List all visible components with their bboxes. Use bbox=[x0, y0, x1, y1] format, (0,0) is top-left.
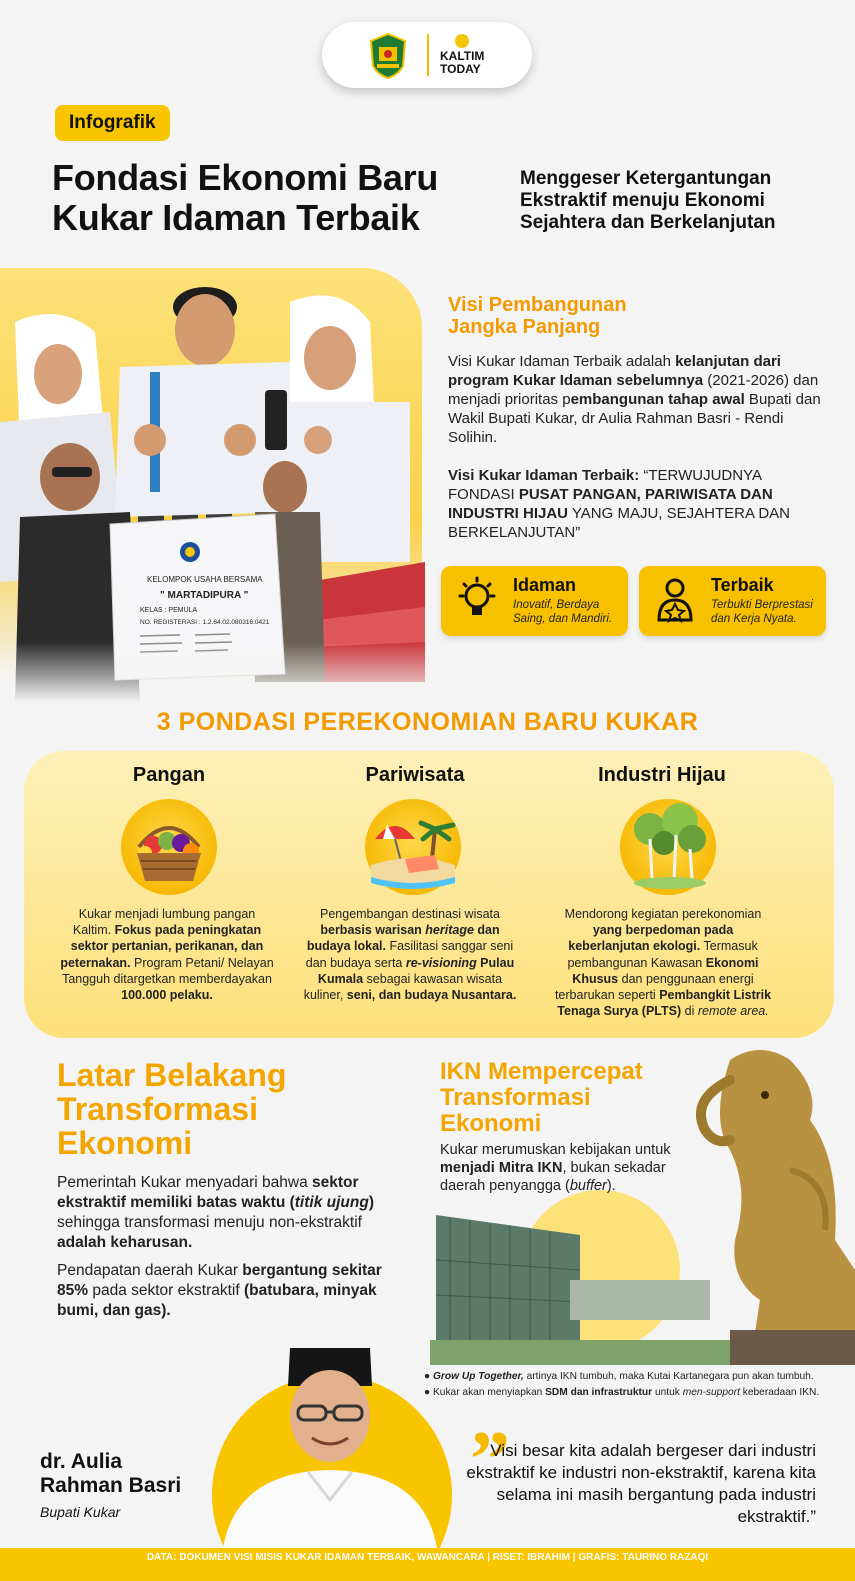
industri-heading: Industri Hijau bbox=[598, 764, 726, 786]
banner-text-2: " MARTADIPURA " bbox=[160, 590, 249, 601]
latar-title: Latar Belakang Transformasi Ekonomi bbox=[57, 1057, 287, 1161]
lightbulb-icon bbox=[455, 576, 499, 624]
pangan-heading: Pangan bbox=[132, 764, 206, 786]
latar-paragraph-2: Pendapatan daerah Kukar bergantung sekitar 85% pada sektor ekstraktif (batubara, minyak bumi, dan gas). bbox=[57, 1262, 382, 1319]
kaltim-today-dot bbox=[455, 34, 469, 48]
pangan-text: Kukar menjadi lumbung pangan Kaltim. Fokus pada peningkatan sektor pertanian, perikanan, dan peternakan. Program Petani/ Nelayan Tangguh ditargetkan memberdayakan 100.000 pelaku. bbox=[60, 907, 274, 1003]
person-role: Bupati Kukar bbox=[40, 1504, 121, 1520]
card-terbaik-desc: Terbukti Berprestasi dan Kerja Nyata. bbox=[711, 599, 813, 625]
portrait-aulia-rahman-basri bbox=[212, 1340, 452, 1555]
card-idaman-title: Idaman bbox=[513, 575, 577, 595]
person-star-icon bbox=[653, 576, 697, 624]
footer-credits: DATA: DOKUMEN VISI MISIS KUKAR IDAMAN TERBAIK, WAWANCARA | RISET: IBRAHIM | GRAFIS: TAURINO RAZAQI bbox=[0, 1548, 855, 1581]
logo-divider bbox=[427, 34, 429, 76]
kaltim-today-logo: KALTIM TODAY bbox=[440, 49, 485, 76]
pangan-circle bbox=[121, 799, 217, 895]
pariwisata-text: Pengembangan destinasi wisata berbasis warisan heritage dan budaya lokal. Fasilitasi sanggar seni dan budaya serta re-visioning Pulau Kumala sebagai kawasan wisata kuliner, seni, dan budaya Nusantara. bbox=[303, 907, 517, 1003]
ikn-paragraph: Kukar merumuskan kebijakan untuk menjadi Mitra IKN, bukan sekadar daerah penyangga (buffer). bbox=[440, 1142, 671, 1194]
quote-mark-icon: ” bbox=[470, 1416, 510, 1504]
visi-paragraph-1: Visi Kukar Idaman Terbaik adalah kelanjutan dari program Kukar Idaman sebelumnya (2021-2026) dan menjadi prioritas pembangunan tahap awal Bupati dan Wakil Bupati Kukar, dr Aulia Rahman Basri - Rendi Solihin. bbox=[448, 353, 821, 446]
banner-text-4: NO. REGISTERASI : 1.2.64.02.080316.0421 bbox=[140, 619, 270, 626]
card-idaman bbox=[441, 566, 628, 636]
visi-paragraph-2: Visi Kukar Idaman Terbaik: “TERWUJUDNYA FONDASI PUSAT PANGAN, PARIWISATA DAN INDUSTRI HIJAU YANG MAJU, SEJAHTERA DAN BERKELANJUTAN” bbox=[448, 467, 791, 541]
banner-text-3: KELAS : PEMULA bbox=[140, 607, 198, 614]
pariwisata-heading: Pariwisata bbox=[365, 764, 465, 786]
industri-text: Mendorong kegiatan perekonomian yang berpedoman pada keberlanjutan ekologi. Termasuk pembangunan Kawasan Ekonomi Khusus dan penggunaan energi terbarukan seperti Pembangkit Listrik Tenaga Surya (PLTS) di remote area. bbox=[554, 907, 772, 1019]
ikn-title: IKN Mempercepat Transformasi Ekonomi bbox=[440, 1058, 643, 1137]
latar-paragraph-1: Pemerintah Kukar menyadari bahwa sektor ekstraktif memiliki batas waktu (titik ujung) sehingga transformasi menuju non-ekstraktif adalah keharusan. bbox=[57, 1174, 374, 1251]
card-terbaik bbox=[639, 566, 826, 636]
card-idaman-desc: Inovatif, Berdaya Saing, dan Mandiri. bbox=[513, 599, 613, 625]
page-title: Fondasi Ekonomi Baru Kukar Idaman Terbaik bbox=[52, 157, 439, 238]
card-terbaik-title: Terbaik bbox=[711, 575, 774, 595]
kutai-kartanegara-crest-icon bbox=[368, 32, 408, 80]
logo-pill bbox=[322, 22, 532, 88]
group-photo bbox=[0, 262, 425, 702]
infografik-tag: Infografik bbox=[55, 105, 170, 141]
person-name: dr. Aulia Rahman Basri bbox=[40, 1450, 182, 1497]
beach-icon bbox=[365, 799, 461, 895]
pondasi-title: 3 PONDASI PEREKONOMIAN BARU KUKAR bbox=[156, 708, 699, 736]
industri-circle bbox=[620, 799, 716, 895]
visi-title: Visi Pembangunan Jangka Panjang bbox=[448, 294, 627, 338]
pariwisata-circle bbox=[365, 799, 461, 895]
banner-text-1: KELOMPOK USAHA BERSAMA bbox=[147, 575, 263, 584]
quote-text: Visi besar kita adalah bergeser dari industri ekstraktif ke industri non-ekstraktif, karena kita selama ini masih bergantung pada industri ekstraktif.” bbox=[466, 1441, 816, 1526]
trees-icon bbox=[620, 799, 716, 895]
fruit-basket-icon bbox=[121, 799, 217, 895]
ikn-bullets bbox=[424, 1369, 852, 1401]
list-item: ● Grow Up Together, artinya IKN tumbuh, maka Kutai Kartanegara pun akan tumbuh. bbox=[424, 1371, 814, 1382]
page-subtitle: Menggeser Ketergantungan Ekstraktif menuju Ekonomi Sejahtera dan Berkelanjutan bbox=[520, 168, 776, 233]
list-item: ● Kukar akan menyiapkan SDM dan infrastruktur untuk men-support keberadaan IKN. bbox=[424, 1387, 820, 1398]
